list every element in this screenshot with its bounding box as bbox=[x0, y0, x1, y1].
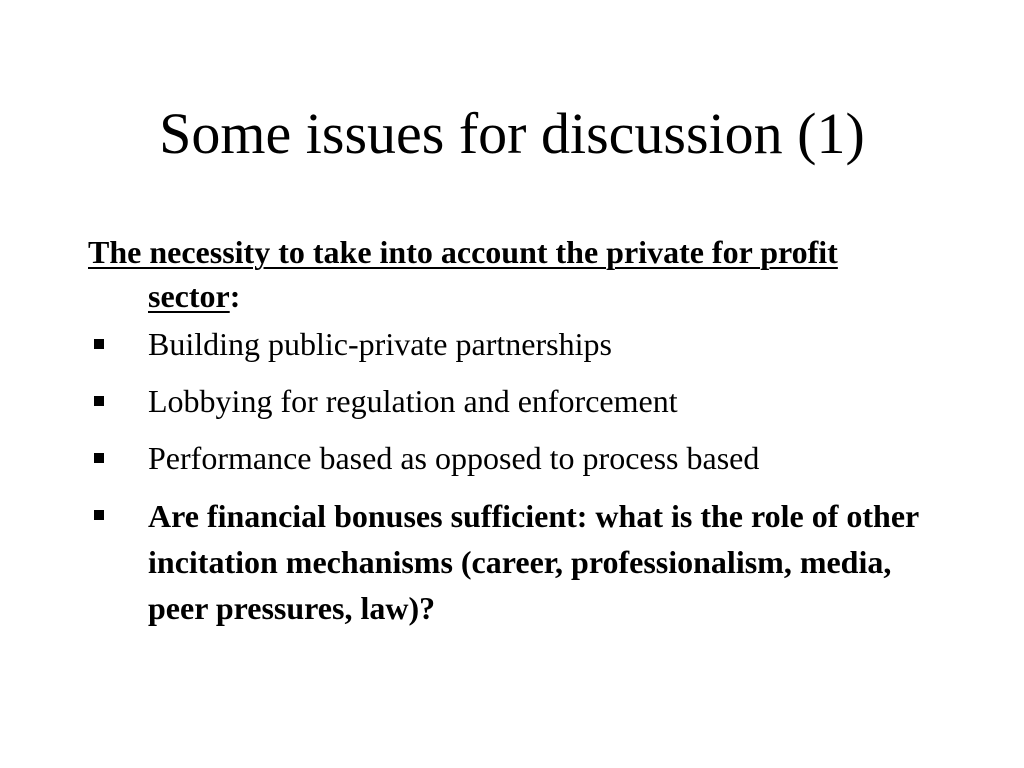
bullet-text: Are financial bonuses sufficient: what is the role of other incitation mechanisms (career, professionalism, media, peer pressures, law)? bbox=[148, 498, 919, 626]
slide-title: Some issues for discussion (1) bbox=[159, 101, 865, 166]
slide-body bbox=[88, 230, 938, 644]
square-bullet-icon bbox=[94, 396, 104, 406]
square-bullet-icon bbox=[94, 453, 104, 463]
bullet-item bbox=[88, 379, 938, 423]
section-heading bbox=[88, 230, 938, 318]
section-heading-underlined: The necessity to take into account the private for profit sector bbox=[88, 234, 838, 314]
bullet-item bbox=[88, 493, 938, 631]
bullet-list bbox=[88, 322, 938, 631]
square-bullet-icon bbox=[94, 339, 104, 349]
bullet-text: Lobbying for regulation and enforcement bbox=[148, 383, 678, 419]
bullet-text: Building public-private partnerships bbox=[148, 326, 612, 362]
section-heading-colon: : bbox=[229, 278, 241, 314]
bullet-item bbox=[88, 436, 938, 480]
square-bullet-icon bbox=[94, 510, 104, 520]
bullet-text: Performance based as opposed to process based bbox=[148, 440, 760, 476]
bullet-item bbox=[88, 322, 938, 366]
